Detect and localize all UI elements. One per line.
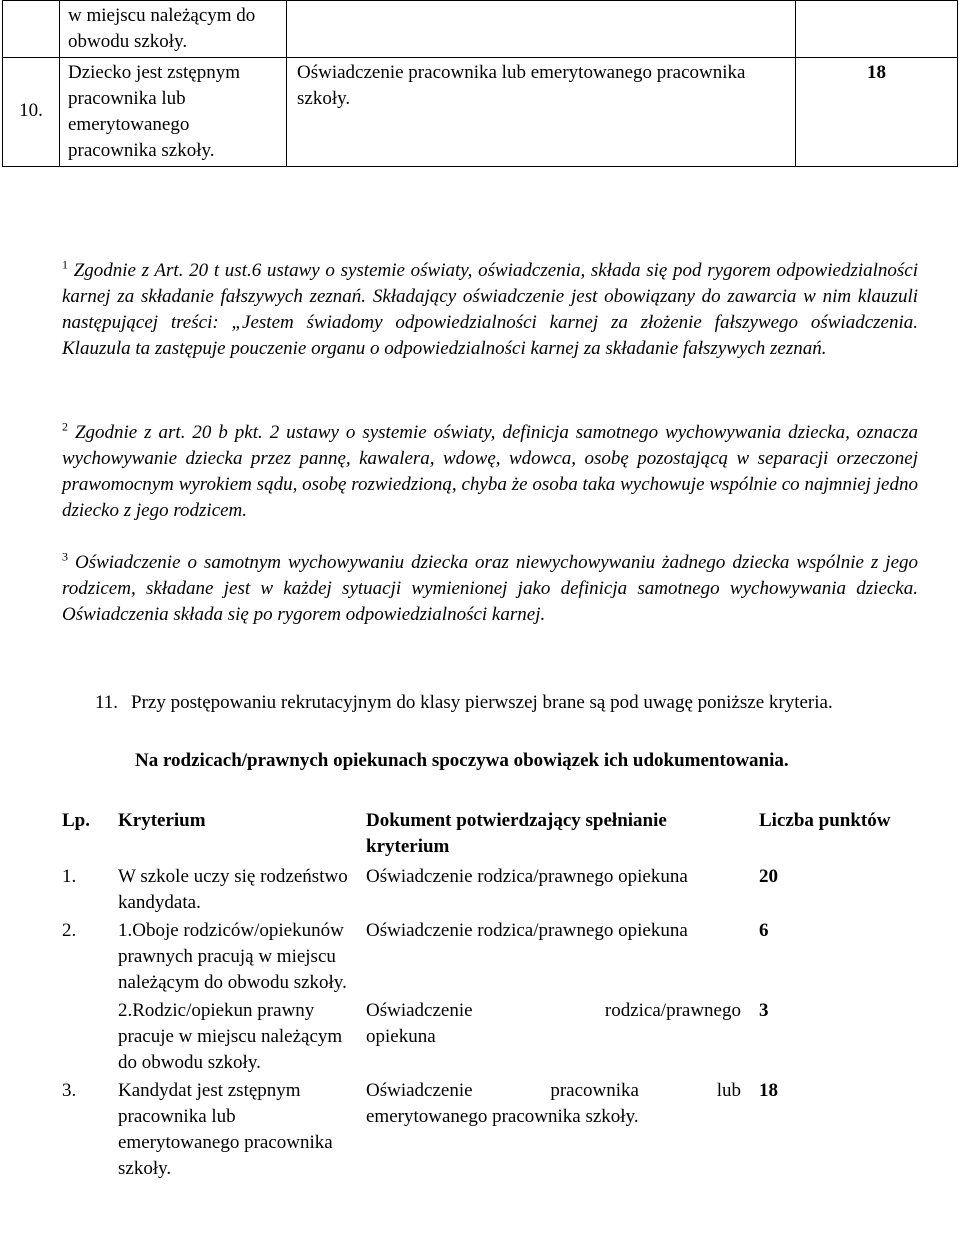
- row-criterion: 2.Rodzic/opiekun prawny pracuje w miejscu należącym do obwodu szkoły.: [118, 1000, 343, 1073]
- row-number: [3, 1, 60, 58]
- row-document: [358, 998, 745, 1078]
- row-criterion: Kandydat jest zstępnym pracownika lub emerytowanego pracownika szkoły.: [118, 1080, 333, 1179]
- header-criterion: Kryterium: [118, 810, 206, 831]
- table-row: [52, 864, 912, 918]
- table-row: [52, 918, 912, 998]
- document-word: rodzica/prawnego: [604, 1000, 741, 1021]
- footnote-3: [62, 550, 918, 628]
- points-value: 18: [867, 62, 886, 83]
- document-word: pracownika: [550, 1080, 639, 1101]
- criterion-cell: [60, 58, 287, 167]
- row-points: 20: [759, 866, 778, 887]
- table-row: [3, 1, 958, 58]
- criterion-text: w miejscu należącym do obwodu szkoły.: [68, 5, 256, 52]
- footnote-marker: 3: [62, 549, 68, 564]
- row-points: 6: [759, 920, 769, 941]
- list-item-11: [95, 690, 918, 716]
- header-lp: Lp.: [62, 810, 90, 831]
- footnote-1: [62, 258, 918, 362]
- header-points: Liczba punktów: [759, 810, 891, 831]
- document-word: opiekuna: [366, 1026, 436, 1047]
- footnote-text: Oświadczenie o samotnym wychowywaniu dziecka oraz niewychowywaniu żadnego dziecka wspólnie z jego rodzicem, składane jest w każdej sytuacji wymienionej jako definicja samotnego wychowywania dziecka. Oświadczenia składa się po rygorem odpowiedzialności karnej.: [62, 552, 918, 625]
- row-lp: [52, 998, 114, 1078]
- footnote-lead: Zgodnie z art. 20 b pkt.: [74, 422, 263, 443]
- row-number: 10.: [3, 58, 60, 167]
- document-word: Oświadczenie: [366, 1000, 473, 1021]
- row-points: 3: [759, 1000, 769, 1021]
- obligation-note: Na rodzicach/prawnych opiekunach spoczywa obowiązek ich udokumentowania.: [135, 750, 789, 771]
- footnote-marker: 1: [62, 257, 68, 272]
- row-lp: 3.: [62, 1080, 77, 1101]
- header-document: Dokument potwierdzający spełnianie kryterium: [366, 810, 667, 857]
- row-document: Oświadczenie rodzica/prawnego opiekuna: [366, 866, 688, 887]
- footnote-text: 2 ustawy o systemie oświaty, definicja samotnego wychowywania dziecka, oznacza wychowywanie dziecka przez pannę, kawalera, wdowę, wdowca, osobę pozostającą w separacji orzeczonej prawomocnym wyrokiem sądu, osobę rozwiedzioną, chyba że osoba taka wychowuje wspólnie co najmniej jedno dziecko z jego rodzicem.: [62, 422, 919, 521]
- criterion-text: Dziecko jest zstępnym pracownika lub emerytowanego pracownika szkoły.: [68, 62, 241, 161]
- points-cell: [796, 58, 958, 167]
- row-points: 18: [759, 1080, 778, 1101]
- document-cell: [287, 58, 796, 167]
- footnote-2: [62, 420, 918, 524]
- table-header-row: [52, 808, 912, 864]
- table-row: [52, 998, 912, 1078]
- table-row: [52, 1078, 912, 1184]
- document-text: Oświadczenie pracownika lub emerytowanego pracownika szkoły.: [297, 62, 746, 109]
- document-word: lub: [716, 1080, 741, 1101]
- list-item-text: Przy postępowaniu rekrutacyjnym do klasy pierwszej brane są pod uwagę poniższe kryteria.: [131, 692, 833, 713]
- document-word: Oświadczenie: [366, 1080, 473, 1101]
- row-criterion: 1.Oboje rodziców/opiekunów prawnych pracują w miejscu należącym do obwodu szkoły.: [118, 920, 347, 993]
- row-lp: 1.: [62, 866, 77, 887]
- criteria-table: [52, 808, 912, 1184]
- row-document: Oświadczenie rodzica/prawnego opiekuna: [366, 920, 688, 941]
- document-cell: [287, 1, 796, 58]
- points-cell: [796, 1, 958, 58]
- row-document: [358, 1078, 745, 1184]
- row-criterion: W szkole uczy się rodzeństwo kandydata.: [118, 866, 348, 913]
- criterion-cell: [60, 1, 287, 58]
- row-lp: 2.: [62, 920, 77, 941]
- list-item-number: 11.: [95, 692, 119, 713]
- footnote-marker: 2: [62, 419, 68, 434]
- document-word: emerytowanego pracownika szkoły.: [366, 1106, 639, 1127]
- table-row: [3, 58, 958, 167]
- footnote-text: Zgodnie z Art. 20 t ust.6 ustawy o systemie oświaty, oświadczenia, składa się pod rygorem odpowiedzialności karnej za składanie fałszywych zeznań. Składający oświadczenie jest obowiązany do zawarcia w nim klauzuli następującej treści: „Jestem świadomy odpowiedzialności karnej za złożenie fałszywego oświadczenia. Klauzula ta zastępuje pouczenie organu o odpowiedzialności karnej za składanie fałszywych zeznań.: [62, 260, 918, 359]
- previous-criteria-table: [2, 0, 958, 167]
